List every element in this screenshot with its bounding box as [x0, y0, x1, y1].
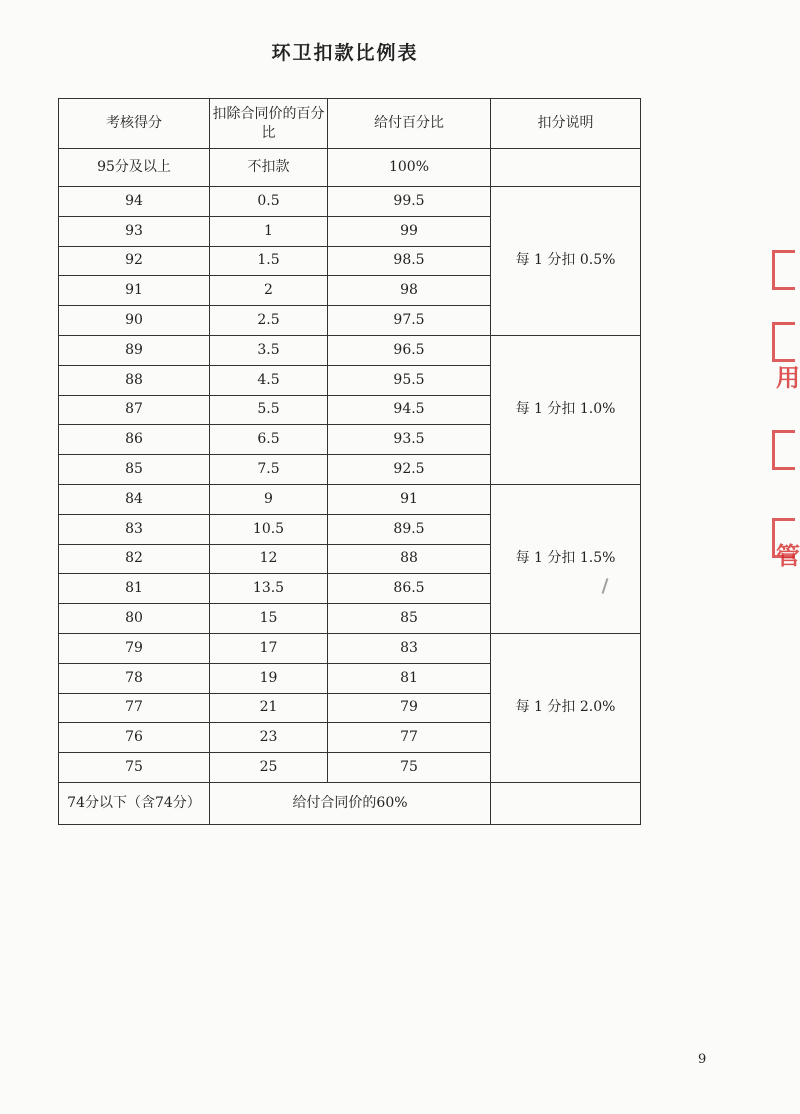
payment-cell: 97.5 — [328, 306, 491, 336]
deduction-cell: 19 — [210, 663, 328, 693]
score-cell: 94 — [59, 187, 210, 217]
header-deduction: 扣除合同价的百分比 — [210, 99, 328, 149]
page-title: 环卫扣款比例表 — [271, 42, 419, 64]
payment-cell: 89.5 — [328, 514, 491, 544]
header-note: 扣分说明 — [491, 99, 641, 149]
deduction-cell: 4.5 — [210, 365, 328, 395]
score-cell: 83 — [59, 514, 210, 544]
payment-cell: 100% — [328, 149, 491, 187]
deduction-cell: 17 — [210, 633, 328, 663]
seal-glyph: 管 — [776, 542, 800, 570]
payment-cell: 93.5 — [328, 425, 491, 455]
deduction-cell: 2 — [210, 276, 328, 306]
deduction-cell: 0.5 — [210, 187, 328, 217]
table-body — [59, 149, 641, 825]
payment-cell: 91 — [328, 484, 491, 514]
note-cell: 每 1 分扣 1.5% — [491, 484, 641, 633]
payment-cell: 83 — [328, 633, 491, 663]
payment-cell: 给付合同价的60% — [210, 782, 491, 824]
table-header-row — [59, 99, 641, 149]
note-cell — [491, 782, 641, 824]
score-cell: 85 — [59, 455, 210, 485]
deduction-cell: 12 — [210, 544, 328, 574]
seal-glyph: 用 — [776, 364, 800, 392]
deduction-cell: 23 — [210, 723, 328, 753]
score-cell: 92 — [59, 246, 210, 276]
payment-cell: 96.5 — [328, 335, 491, 365]
payment-cell: 99.5 — [328, 187, 491, 217]
payment-cell: 75 — [328, 753, 491, 783]
note-cell: 每 1 分扣 1.0% — [491, 335, 641, 484]
score-cell: 78 — [59, 663, 210, 693]
payment-cell: 94.5 — [328, 395, 491, 425]
table-row — [59, 149, 641, 187]
payment-cell: 79 — [328, 693, 491, 723]
deduction-cell: 9 — [210, 484, 328, 514]
score-cell: 91 — [59, 276, 210, 306]
page-number: 9 — [698, 1052, 707, 1067]
score-cell: 79 — [59, 633, 210, 663]
deduction-cell: 25 — [210, 753, 328, 783]
table-row — [59, 782, 641, 824]
deduction-cell: 7.5 — [210, 455, 328, 485]
deduction-cell: 1 — [210, 216, 328, 246]
header-score: 考核得分 — [59, 99, 210, 149]
payment-cell: 81 — [328, 663, 491, 693]
score-cell: 81 — [59, 574, 210, 604]
score-cell: 89 — [59, 335, 210, 365]
score-cell: 82 — [59, 544, 210, 574]
score-cell: 93 — [59, 216, 210, 246]
deduction-cell: 21 — [210, 693, 328, 723]
score-cell: 77 — [59, 693, 210, 723]
payment-cell: 98 — [328, 276, 491, 306]
deduction-cell: 10.5 — [210, 514, 328, 544]
payment-cell: 85 — [328, 604, 491, 634]
score-cell: 90 — [59, 306, 210, 336]
note-cell: 每 1 分扣 2.0% — [491, 633, 641, 782]
score-cell: 87 — [59, 395, 210, 425]
red-seal-fragment — [762, 250, 800, 610]
score-cell: 76 — [59, 723, 210, 753]
score-cell: 86 — [59, 425, 210, 455]
score-cell: 75 — [59, 753, 210, 783]
deduction-ratio-table — [58, 98, 641, 825]
payment-cell: 99 — [328, 216, 491, 246]
payment-cell: 77 — [328, 723, 491, 753]
deduction-cell: 3.5 — [210, 335, 328, 365]
payment-cell: 88 — [328, 544, 491, 574]
payment-cell: 92.5 — [328, 455, 491, 485]
table-row — [59, 633, 641, 663]
score-cell: 88 — [59, 365, 210, 395]
deduction-cell: 1.5 — [210, 246, 328, 276]
deduction-cell: 不扣款 — [210, 149, 328, 187]
deduction-cell: 2.5 — [210, 306, 328, 336]
table-row — [59, 484, 641, 514]
deduction-cell: 13.5 — [210, 574, 328, 604]
payment-cell: 98.5 — [328, 246, 491, 276]
score-cell: 80 — [59, 604, 210, 634]
deduction-cell: 6.5 — [210, 425, 328, 455]
deduction-cell: 5.5 — [210, 395, 328, 425]
payment-cell: 86.5 — [328, 574, 491, 604]
payment-cell: 95.5 — [328, 365, 491, 395]
table-row — [59, 187, 641, 217]
header-payment: 给付百分比 — [328, 99, 491, 149]
note-cell: 每 1 分扣 0.5% — [491, 187, 641, 336]
score-cell: 95分及以上 — [59, 149, 210, 187]
table-row — [59, 335, 641, 365]
score-cell: 74分以下（含74分） — [59, 782, 210, 824]
deduction-cell: 15 — [210, 604, 328, 634]
score-cell: 84 — [59, 484, 210, 514]
note-cell — [491, 149, 641, 187]
